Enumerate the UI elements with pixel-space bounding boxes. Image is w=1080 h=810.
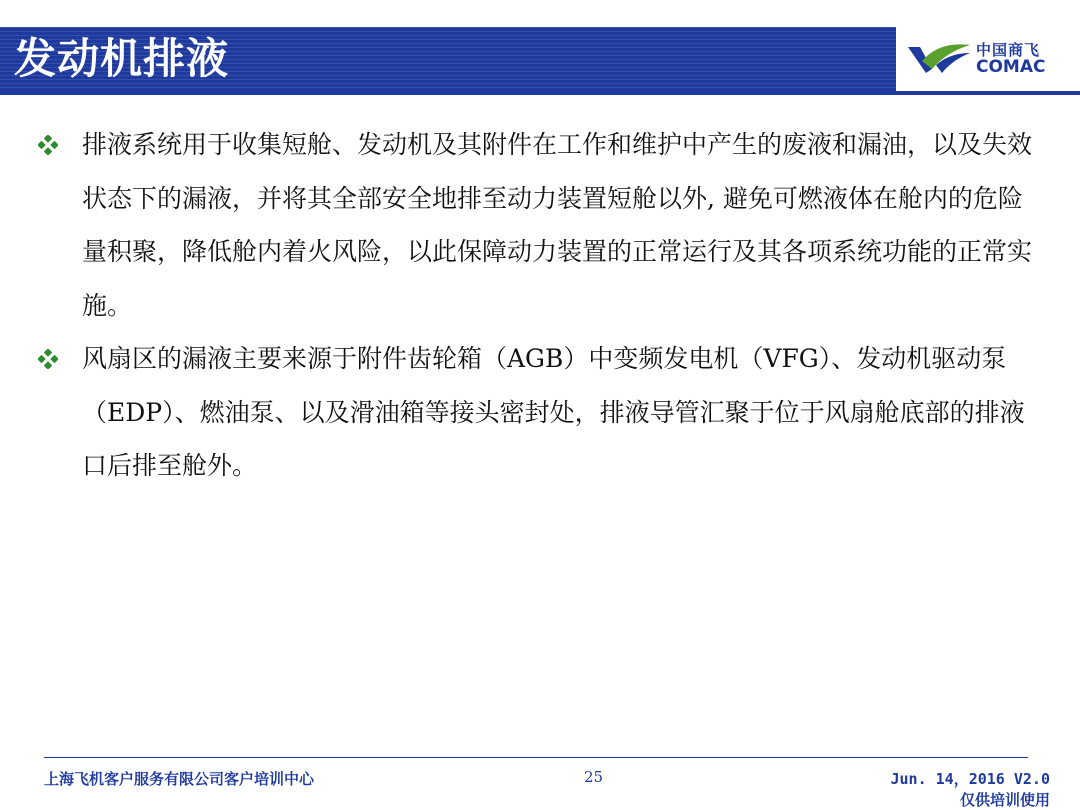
logo-text-cn: 中国商飞: [976, 41, 1041, 59]
comac-logo-icon: [906, 39, 972, 79]
footer-organization: 上海飞机客户服务有限公司客户培训中心: [44, 770, 315, 788]
bullet-text: 风扇区的漏液主要来源于附件齿轮箱（AGB）中变频发电机（VFG）、发动机驱动泵（EDP）、燃油泵、以及滑油箱等接头密封处，排液导管汇聚于位于风扇舱底部的排液口后排至舱外。: [82, 344, 1025, 480]
footer-date-version: Jun. 14，2016 V2.0: [890, 770, 1050, 788]
bullet-text: 排液系统用于收集短舱、发动机及其附件在工作和维护中产生的废液和漏油，以及失效状态下的漏液，并将其全部安全地排至动力装置短舱以外, 避免可燃液体在舱内的危险量积聚，降低舱内着火风险，以此保障动力装置的正常运行及其各项系统功能的正常实施。: [82, 130, 1033, 320]
comac-logo: [896, 27, 1080, 91]
diamond-four-dots-icon: [38, 349, 58, 369]
footer-divider: [44, 757, 1028, 758]
slide-title: 发动机排液: [14, 34, 230, 83]
bullet-item-1: [38, 118, 1038, 332]
bullet-list: [38, 118, 1038, 493]
bullet-item-2: [38, 332, 1038, 493]
title-band: [0, 27, 896, 91]
title-divider: [0, 91, 1080, 95]
footer-usage-note: 仅供培训使用: [959, 791, 1050, 809]
diamond-four-dots-icon: [38, 135, 58, 155]
logo-text-en: COMAC: [976, 57, 1046, 77]
page-number: 25: [584, 768, 604, 786]
